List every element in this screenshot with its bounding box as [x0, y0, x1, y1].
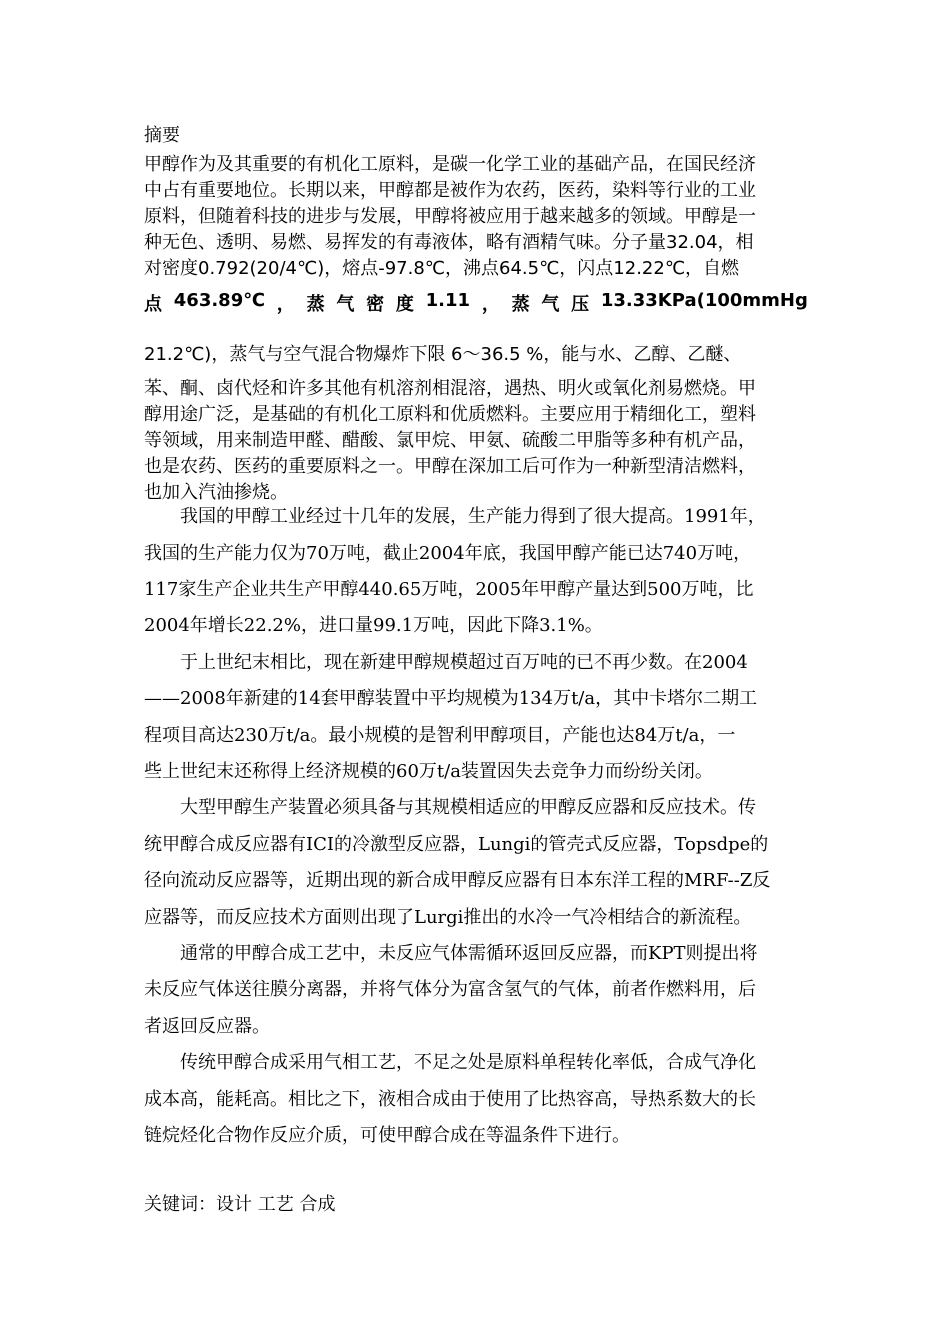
abstract-line: 苯、酮、卤代烃和许多其他有机溶剂相混溶，遇热、明火或氧化剂易燃烧。甲 [144, 378, 756, 399]
paragraph-line: 链烷烃化合物作反应介质，可使甲醇合成在等温条件下进行。 [144, 1125, 630, 1146]
abstract-line: 21.2℃)，蒸气与空气混合物爆炸下限 6～36.5 %，能与水、乙醇、乙醚、 [144, 344, 742, 365]
paragraph-line: 程项目高达230万t/a。最小规模的是智利甲醇项目，产能也达84万t/a，一 [144, 725, 736, 746]
paragraph-line: 我国的甲醇工业经过十几年的发展，生产能力得到了很大提高。1991年， [144, 506, 766, 527]
paragraph-line: 成本高，能耗高。相比之下，液相合成由于使用了比热容高，导热系数大的长 [144, 1089, 756, 1110]
abstract-line: 也是农药、医药的重要原料之一。甲醇在深加工后可作为一种新型清洁燃料， [144, 456, 756, 477]
paragraph-line: 117家生产企业共生产甲醇440.65万吨，2005年甲醇产量达到500万吨，比 [144, 579, 754, 600]
abstract-line: 醇用途广泛，是基础的有机化工原料和优质燃料。主要应用于精细化工，塑料 [144, 404, 756, 425]
paragraph-line: 通常的甲醇合成工艺中，未反应气体需循环返回反应器，而KPT则提出将 [144, 943, 758, 964]
paragraph-line: 大型甲醇生产装置必须具备与其规模相适应的甲醇反应器和反应技术。传 [144, 797, 756, 818]
paragraph-line: 于上世纪末相比，现在新建甲醇规模超过百万吨的已不再少数。在2004 [144, 652, 748, 673]
abstract-line: 甲醇作为及其重要的有机化工原料，是碳一化学工业的基础产品，在国民经济 [144, 154, 756, 175]
paragraph-line: 传统甲醇合成采用气相工艺，不足之处是原料单程转化率低，合成气净化 [144, 1052, 756, 1073]
paragraph-line: 我国的生产能力仅为70万吨，截止2004年底，我国甲醇产能已达740万吨， [144, 543, 752, 564]
abstract-line: 种无色、透明、易燃、易挥发的有毒液体，略有酒精气味。分子量32.04，相 [144, 232, 754, 253]
paragraph-line: 未反应气体送往膜分离器，并将气体分为富含氢气的气体，前者作燃料用，后 [144, 979, 756, 1000]
abstract-line: 中占有重要地位。长期以来，甲醇都是被作为农药，医药，染料等行业的工业 [144, 180, 756, 201]
abstract-line: 等领域，用来制造甲醛、醋酸、氯甲烷、甲氨、硫酸二甲脂等多种有机产品， [144, 430, 756, 451]
paragraph-line: 径向流动反应器等，近期出现的新合成甲醇反应器有日本东洋工程的MRF--Z反 [144, 870, 771, 891]
paragraph-line: 者返回反应器。 [144, 1016, 270, 1037]
abstract-heading: 摘要 [144, 125, 180, 146]
abstract-line: 也加入汽油掺烧。 [144, 482, 288, 503]
paragraph-line: 统甲醇合成反应器有ICI的冷激型反应器，Lungi的管壳式反应器，Topsdpe的 [144, 834, 769, 855]
paragraph-line: ——2008年新建的14套甲醇装置中平均规模为134万t/a，其中卡塔尔二期工 [144, 688, 758, 709]
abstract-spaced-line: 点 463.89℃ ， 蒸 气 密 度 1.11 ， 蒸 气 压 13.33KPa(100mmHg [144, 290, 808, 315]
keywords: 关键词：设计 工艺 合成 [144, 1194, 336, 1215]
paragraph-line: 些上世纪末还称得上经济规模的60万t/a装置因失去竞争力而纷纷关闭。 [144, 761, 713, 782]
paragraph-line: 应器等，而反应技术方面则出现了Lurgi推出的水冷一气冷相结合的新流程。 [144, 907, 752, 928]
abstract-line: 原料，但随着科技的进步与发展，甲醇将被应用于越来越多的领域。甲醇是一 [144, 206, 756, 227]
abstract-line: 对密度0.792(20/4℃)，熔点-97.8℃，沸点64.5℃，闪点12.22℃，自燃 [144, 258, 740, 279]
paragraph-line: 2004年增长22.2%，进口量99.1万吨，因此下降3.1%。 [144, 615, 603, 636]
